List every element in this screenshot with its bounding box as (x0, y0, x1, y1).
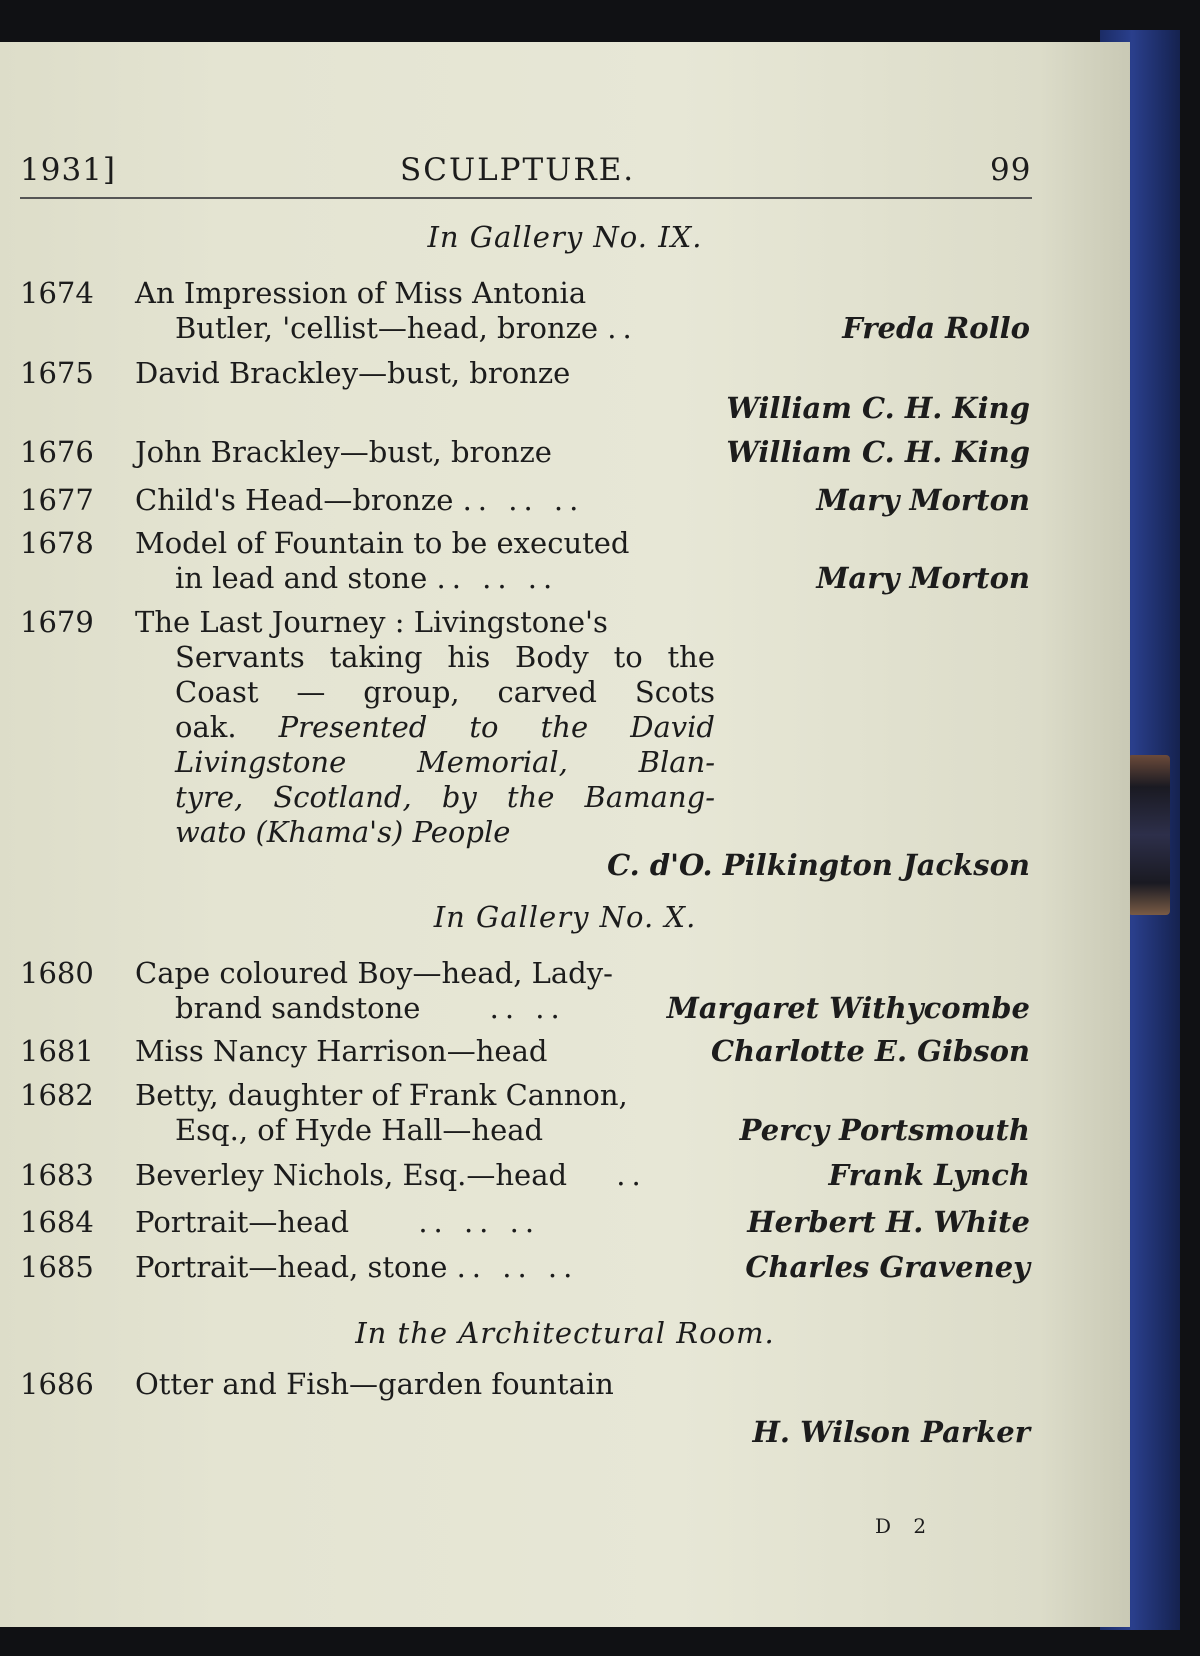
entry-artist: Frank Lynch (828, 1158, 1030, 1192)
entry-title: The Last Journey : Livingstone's Servants taking his Body to the Coast — group, carved Scots oak. Presented to the David Livingstone Memorial, Blan- tyre, Scotland, by the Bamang- wato (Khama's) People (135, 605, 715, 849)
entry-number: 1677 (20, 483, 94, 517)
entry-number: 1675 (20, 356, 94, 390)
entry-title: Portrait—head .. .. .. (135, 1205, 541, 1239)
entry-number: 1682 (20, 1078, 94, 1112)
entry-number: 1683 (20, 1158, 94, 1192)
entry-number: 1684 (20, 1205, 94, 1239)
entry-artist: Margaret Withycombe (666, 991, 1030, 1025)
entry-note: Livingstone Memorial, Blan- (175, 745, 715, 779)
entry-artist: Percy Portsmouth (739, 1113, 1030, 1147)
entry-note: tyre, Scotland, by the Bamang- (175, 780, 715, 814)
page-number: 99 (990, 152, 1032, 188)
entry-title: Otter and Fish—garden fountain (135, 1367, 614, 1401)
section-heading-gallery-ix: In Gallery No. IX. (427, 220, 703, 254)
entry-title: David Brackley—bust, bronze (135, 356, 571, 390)
entry-artist: H. Wilson Parker (752, 1415, 1030, 1449)
section-heading-gallery-x: In Gallery No. X. (433, 900, 697, 934)
entry-artist: William C. H. King (726, 391, 1030, 425)
entry-number: 1674 (20, 276, 94, 310)
running-head-year: 1931] (20, 152, 116, 188)
entry-artist: Charlotte E. Gibson (710, 1034, 1030, 1068)
entry-artist: Herbert H. White (747, 1205, 1030, 1239)
entry-artist: Mary Morton (816, 483, 1030, 517)
entry-artist: Freda Rollo (842, 311, 1030, 345)
running-head-title: SCULPTURE. (400, 152, 636, 188)
entry-title: Model of Fountain to be executed in lead and stone .. .. .. (135, 526, 630, 595)
entry-note: wato (Khama's) People (175, 815, 511, 849)
entry-artist: C. d'O. Pilkington Jackson (607, 848, 1030, 882)
entry-title: Child's Head—bronze .. .. .. (135, 483, 585, 517)
entry-number: 1681 (20, 1034, 94, 1068)
entry-note: Presented to the David (278, 710, 715, 744)
entry-title: Miss Nancy Harrison—head (135, 1034, 548, 1068)
catalogue-page (0, 42, 1130, 1627)
printer-signature-mark: D 2 (875, 1514, 935, 1538)
entry-title: Beverley Nichols, Esq.—head .. (135, 1158, 647, 1192)
header-rule (20, 197, 1032, 199)
entry-number: 1679 (20, 605, 94, 639)
entry-number: 1680 (20, 956, 94, 990)
entry-artist: William C. H. King (726, 435, 1030, 469)
entry-artist: Charles Graveney (745, 1250, 1030, 1284)
section-heading-architectural-room: In the Architectural Room. (355, 1316, 775, 1350)
entry-title: Betty, daughter of Frank Cannon, Esq., of Hyde Hall—head (135, 1078, 628, 1147)
entry-artist: Mary Morton (816, 561, 1030, 595)
entry-title: Portrait—head, stone .. .. .. (135, 1250, 579, 1284)
entry-number: 1676 (20, 435, 94, 469)
entry-title: John Brackley—bust, bronze (135, 435, 552, 469)
book-clasp (1128, 755, 1170, 915)
entry-number: 1685 (20, 1250, 94, 1284)
entry-title: An Impression of Miss Antonia Butler, 'cellist—head, bronze .. (135, 276, 638, 345)
entry-title: Cape coloured Boy—head, Lady- brand sandstone .. .. (135, 956, 613, 1025)
entry-number: 1686 (20, 1367, 94, 1401)
entry-number: 1678 (20, 526, 94, 560)
